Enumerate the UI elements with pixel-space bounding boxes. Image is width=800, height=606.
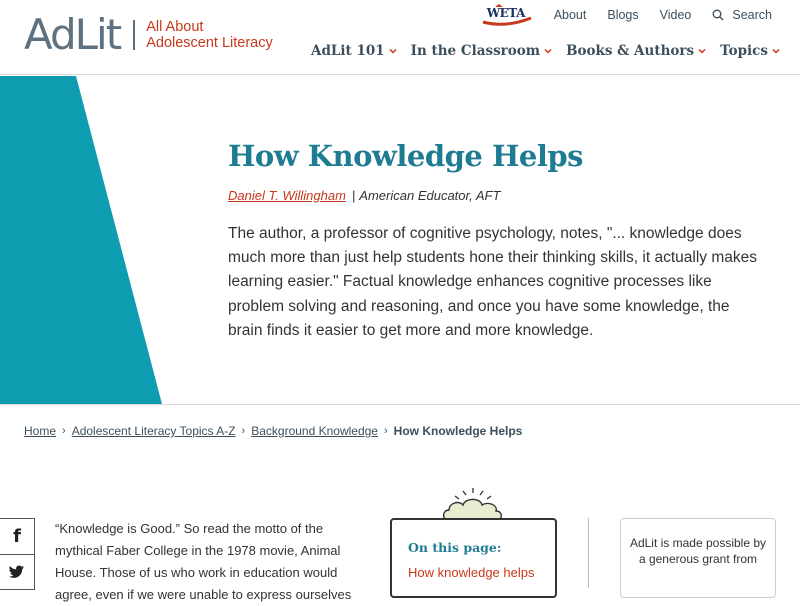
on-this-page-box [390, 518, 557, 598]
breadcrumb [24, 424, 522, 438]
on-this-page-link[interactable]: How knowledge helps [408, 565, 535, 580]
site-logo[interactable] [24, 12, 273, 58]
page-title: How Knowledge Helps [228, 139, 583, 173]
hero-decoration-shape [0, 76, 170, 404]
social-share-bar [0, 518, 35, 590]
site-header [0, 0, 800, 75]
blogs-link[interactable]: Blogs [607, 8, 639, 22]
article-body: “Knowledge is Good.” So read the motto of the mythical Faber College in the 1978 movie, Animal House. Those of us who work in education would agree, even if we were unable to express ourselves [55, 521, 352, 602]
byline [228, 188, 500, 203]
utility-nav [477, 4, 772, 26]
breadcrumb-topics-a-z[interactable]: Adolescent Literacy Topics A-Z [71, 424, 236, 438]
nav-in-the-classroom[interactable] [411, 43, 552, 59]
logo-tagline [146, 19, 273, 51]
chevron-down-icon [544, 47, 552, 55]
article-hero [0, 76, 800, 404]
chevron-down-icon [698, 47, 706, 55]
tagline-line1: All About [146, 19, 204, 35]
on-this-page-title: On this page: [408, 540, 502, 555]
chevron-right-icon: › [62, 425, 66, 437]
chevron-down-icon [772, 47, 780, 55]
facebook-share-button[interactable] [0, 519, 34, 554]
nav-books-authors[interactable] [566, 43, 706, 59]
weta-logo[interactable]: WETA [477, 4, 535, 26]
facebook-icon: f [13, 526, 21, 547]
logo-divider [133, 20, 135, 50]
chevron-right-icon: › [241, 425, 246, 437]
logo-wordmark: AdLit [24, 10, 121, 59]
video-link[interactable]: Video [659, 8, 692, 22]
search-icon [712, 9, 724, 21]
source-label: American Educator, AFT [359, 188, 501, 203]
search-label: Search [732, 8, 772, 22]
chevron-down-icon [389, 47, 397, 55]
sponsor-box [620, 518, 776, 598]
nav-adlit-101[interactable] [311, 43, 397, 59]
breadcrumb-home[interactable]: Home [24, 424, 57, 438]
thinking-cloud-icon [440, 488, 506, 522]
column-divider [588, 518, 589, 588]
nav-label: Books & Authors [566, 43, 695, 59]
nav-topics[interactable] [720, 43, 780, 59]
about-link[interactable]: About [553, 8, 587, 22]
nav-label: In the Classroom [410, 43, 541, 59]
main-nav [311, 43, 780, 59]
chevron-right-icon: › [383, 425, 388, 437]
divider [0, 404, 800, 405]
nav-label: AdLit 101 [311, 43, 385, 59]
sponsor-text: AdLit is made possible by a generous grant from [629, 536, 767, 566]
breadcrumb-background-knowledge[interactable]: Background Knowledge [251, 424, 378, 438]
breadcrumb-current: How Knowledge Helps [393, 424, 523, 438]
twitter-icon [9, 565, 25, 579]
search-button[interactable] [712, 8, 772, 22]
nav-label: Topics [720, 43, 768, 59]
twitter-share-button[interactable] [0, 554, 34, 589]
article-summary: The author, a professor of cognitive psychology, notes, "... knowledge does much more than just help students hone their thinking skills, it actually makes learning easier." Factual knowledge enhances cognitive processes like problem solving and reasoning, and once you have some knowledge, the brain finds it easier to get more and more knowledge. [228, 225, 757, 339]
tagline-line2: Adolescent Literacy [146, 35, 273, 51]
author-link[interactable]: Daniel T. Willingham [228, 188, 346, 203]
byline-separator: | [351, 188, 356, 203]
